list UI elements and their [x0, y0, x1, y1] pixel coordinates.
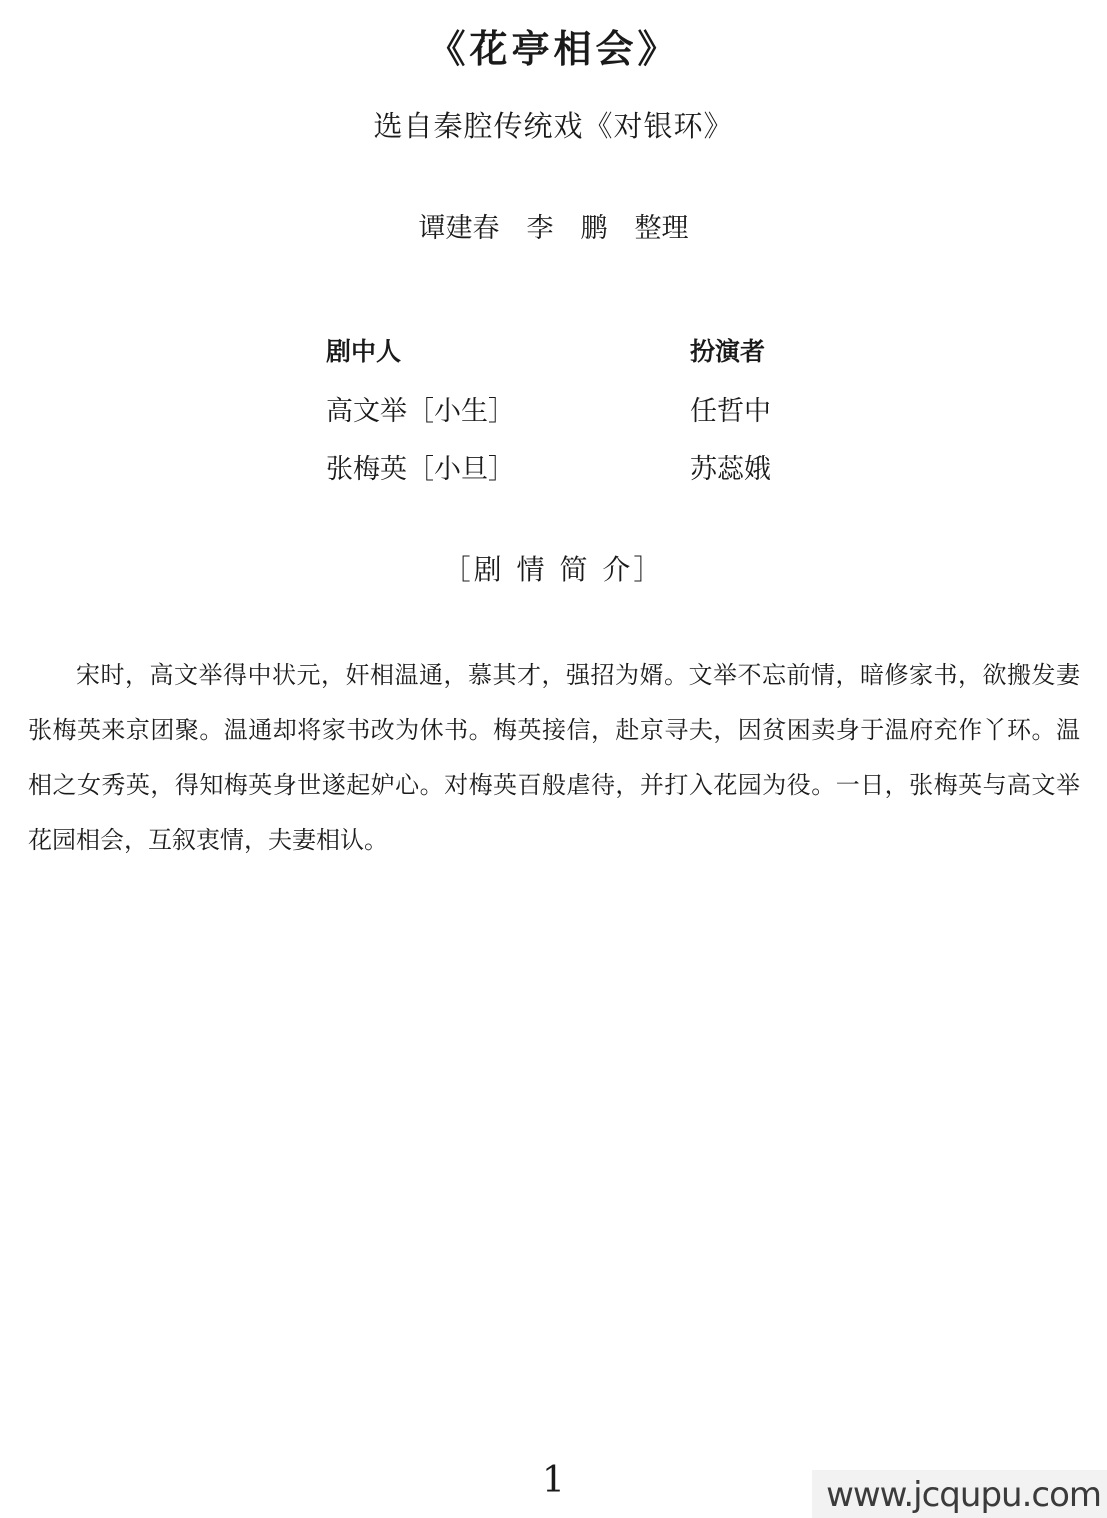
cast-header-actor: 扮演者 [690, 337, 766, 366]
synopsis-line: 相之女秀英，得知梅英身世遂起妒心。对梅英百般虐待，并打入花园为役。一日，张梅英与高文举 [28, 771, 1080, 799]
page-title: 《花亭相会》 [427, 26, 680, 71]
cast-header-role: 剧中人 [326, 337, 402, 366]
page-subtitle: 选自秦腔传统戏《对银环》 [373, 109, 734, 143]
synopsis-line: 花园相会，互叙衷情，夫妻相认。 [28, 826, 388, 854]
synopsis-paragraph [28, 648, 1080, 868]
page-number: 1 [542, 1460, 565, 1501]
cast-actor-renzhezhong: 任哲中 [690, 396, 771, 427]
synopsis-line: 张梅英来京团聚。温通却将家书改为休书。梅英接信，赴京寻夫，因贫困卖身于温府充作丫环。温 [28, 716, 1080, 744]
cast-role-zhangmeiying: 张梅英［小旦］ [326, 454, 515, 485]
watermark-url: www.jcqupu.com [812, 1470, 1107, 1518]
editors-line: 谭建春 李 鹏 整理 [418, 213, 689, 244]
cast-actor-surui-e: 苏蕊娥 [690, 454, 771, 485]
cast-role-gaowenju: 高文举［小生］ [326, 396, 515, 427]
synopsis-heading: ［剧 情 简 介］ [442, 553, 665, 586]
synopsis-line: 宋时，高文举得中状元，奸相温通，慕其才，强招为婿。文举不忘前情，暗修家书，欲搬发妻 [76, 661, 1080, 689]
